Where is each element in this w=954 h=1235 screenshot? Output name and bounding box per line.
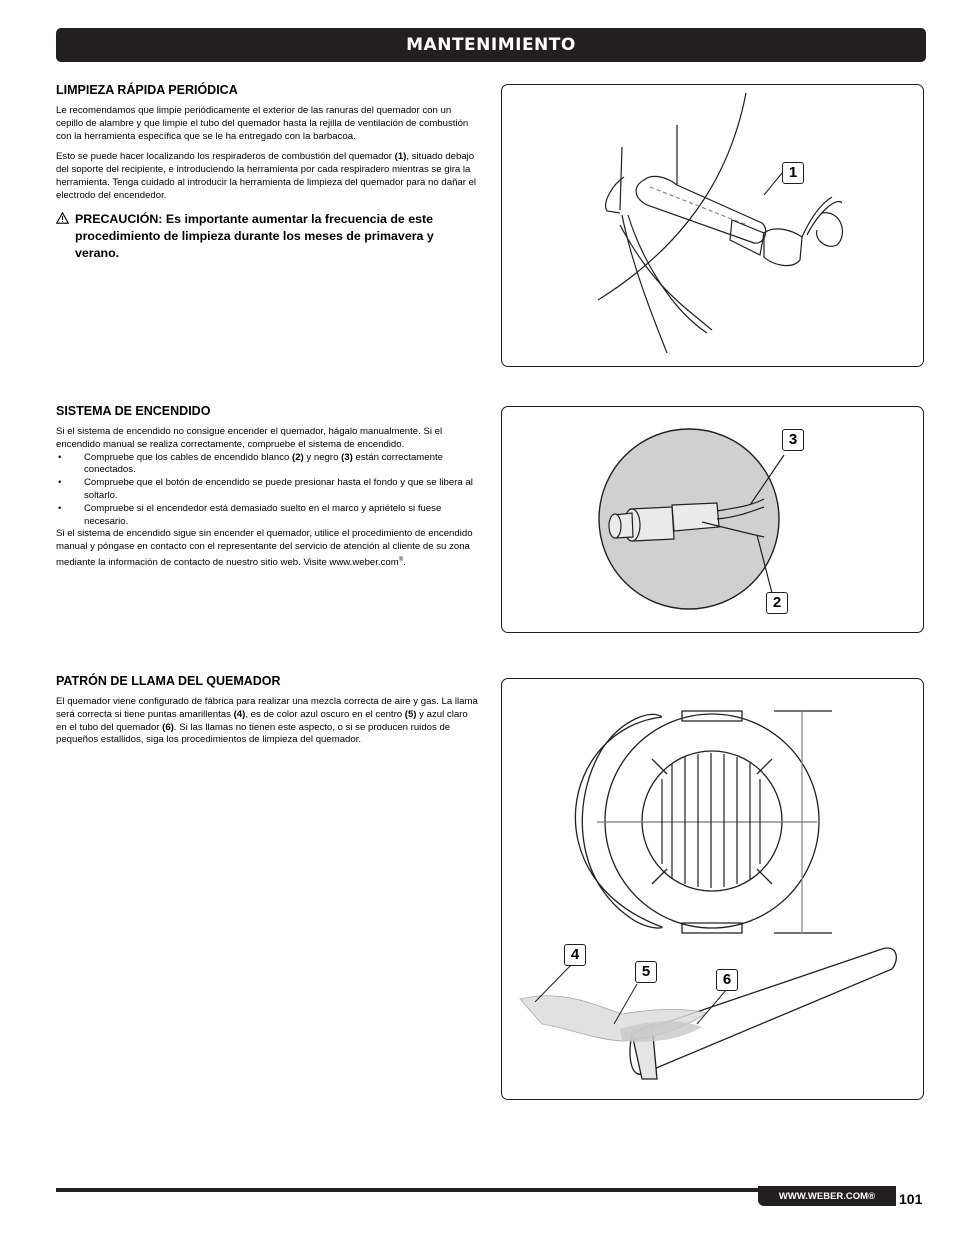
page-title: MANTENIMIENTO <box>406 35 576 55</box>
warning-triangle-icon <box>56 211 69 228</box>
cleaning-p2-end: , situado debajo del soporte del recipiente, e introduciendo la herramienta por cada respiradero mientras se gira la herramienta. Tenga cuidado al introducir la herramienta de limpieza del quemador para no dañar el electrodo del encendedor. <box>56 151 477 201</box>
cleaning-p2-start: Esto se puede hacer localizando los respiraderos de combustión del quemador <box>56 151 395 163</box>
ignition-paragraph-2: Si el sistema de encendido sigue sin encender el quemador, utilice el procedimiento de encendido manual y póngase en contacto con el representante del servicio de atención al cliente de su zona mediante la información de contacto de nuestro sitio web. Visite www.weber.com®. <box>56 528 473 569</box>
figure-ignition <box>501 406 924 633</box>
caution-note <box>56 211 480 262</box>
ignition-section <box>56 404 480 578</box>
cleaning-heading: LIMPIEZA RÁPIDA PERIÓDICA <box>56 83 238 97</box>
flame-pattern-illustration <box>502 679 925 1101</box>
flame-heading: PATRÓN DE LLAMA DEL QUEMADOR <box>56 674 281 688</box>
callout-1: 1 <box>782 162 804 184</box>
cleaning-paragraph-2 <box>56 151 480 202</box>
ignition-heading: SISTEMA DE ENCENDIDO <box>56 404 211 418</box>
figure-burner-cleaning <box>501 84 924 367</box>
callout-6: 6 <box>716 969 738 991</box>
ignition-paragraph-1: Si el sistema de encendido no consigue encender el quemador, hágalo manualmente. Si el encendido manual se realiza correctamente, compruebe el sistema de encendido. <box>56 426 443 450</box>
list-item: • Compruebe que los cables de encendido blanco (2) y negro (3) están correctamente conectados. <box>58 451 443 476</box>
callout-2: 2 <box>766 592 788 614</box>
flame-section <box>56 674 480 755</box>
flame-paragraph: El quemador viene configurado de fábrica para realizar una mezcla correcta de aire y gas. La llama será correcta si tiene puntas amarillentas (4), es de color azul oscuro en el centro (5) y azul claro en el tubo del quemador (6). Si las llamas no tienen este aspecto, o si se producen ruidos de pequeños estallidos, siga los procedimientos de limpieza del quemador. <box>56 696 478 746</box>
cleaning-p2-ref: (1) <box>394 151 407 163</box>
page-number: 101 <box>899 1191 923 1207</box>
callout-3: 3 <box>782 429 804 451</box>
list-item: • Compruebe si el encendedor está demasiado suelto en el marco y apriételo si fuese necesario. <box>58 502 442 527</box>
figure-flame-pattern <box>501 678 924 1100</box>
cleaning-paragraph-1: Le recomendamos que limpie periódicamente el exterior de las ranuras del quemador con un cepillo de alambre y que limpie el tubo del quemador hasta la rejilla de ventilación de combustión con la herramienta específica que se le ha entregado con la barbacoa. <box>56 105 469 142</box>
ignition-checklist <box>56 452 480 529</box>
caution-text: PRECAUCIÓN: Es importante aumentar la frecuencia de este procedimiento de limpieza durante los meses de primavera y verano. <box>75 211 434 260</box>
ignition-illustration <box>502 407 925 634</box>
callout-5: 5 <box>635 961 657 983</box>
burner-cleaning-illustration <box>502 85 925 368</box>
list-item: • Compruebe que el botón de encendido se puede presionar hasta el fondo y que se libera al soltarlo. <box>58 477 473 501</box>
cleaning-section <box>56 83 480 262</box>
footer-website[interactable]: WWW.WEBER.COM® <box>758 1186 896 1206</box>
callout-4: 4 <box>564 944 586 966</box>
section-header <box>56 28 926 62</box>
